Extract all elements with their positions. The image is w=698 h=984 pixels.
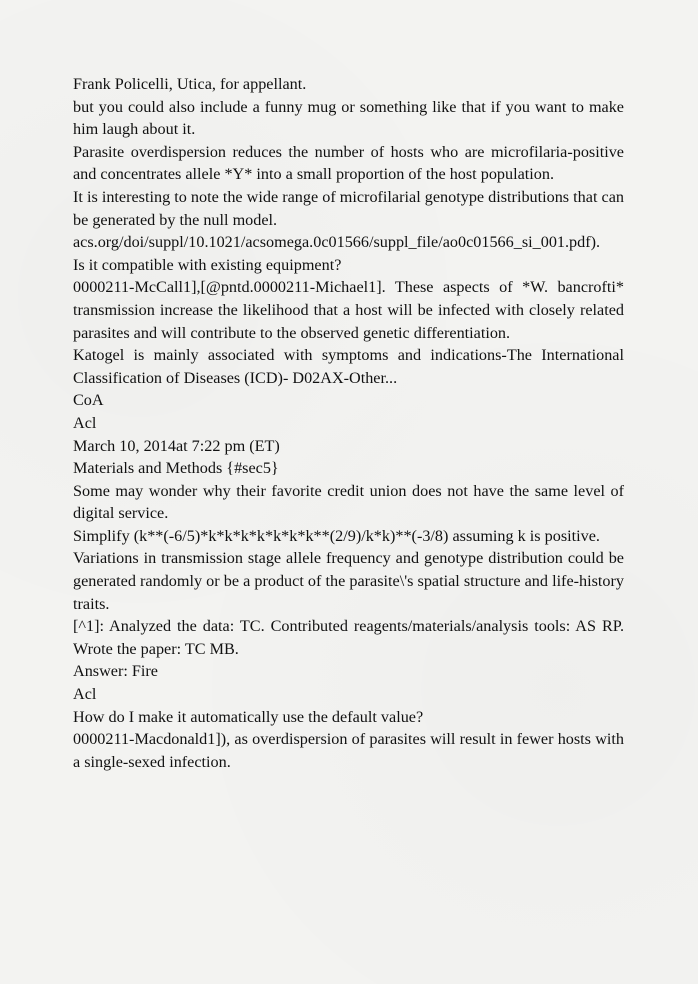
- paragraph-counsel-line: Frank Policelli, Utica, for appellant.: [73, 75, 307, 93]
- paragraph-date: March 10, 2014at 7:22 pm (ET): [73, 436, 280, 455]
- paragraph-coa: CoA: [73, 391, 104, 410]
- paragraph-equipment-question: Is it compatible with existing equipment?: [73, 255, 342, 274]
- paragraph-funny-mug: but you could also include a funny mug or something like that if you want to make him laugh about it.: [73, 97, 624, 139]
- paragraph-section-heading: Materials and Methods {#sec5}: [73, 459, 279, 478]
- paragraph-parasite-overdispersion: Parasite overdispersion reduces the number of hosts who are microfilaria-positive and concentrates allele *Y* into a small proportion of the host population.: [73, 142, 624, 184]
- paragraph-footnote: [^1]: Analyzed the data: TC. Contributed reagents/materials/analysis tools: AS RP. Wrote the paper: TC MB.: [73, 617, 624, 658]
- paragraph-transmission-aspects: 0000211-McCall1],[@pntd.0000211-Michael1]. These aspects of *W. bancrofti* transmission increase the likelihood that a host will be infected with closely related parasites and will contribute to the observed genetic differentiation.: [73, 278, 624, 342]
- paragraph-macdonald: 0000211-Macdonald1]), as overdispersion of parasites will result in fewer hosts with a single-sexed infection.: [73, 730, 624, 771]
- paragraph-simplify: Simplify (k**(-6/5)*k*k*k*k*k*k*k**(2/9)/k*k)**(-3/8) assuming k is positive.: [73, 526, 600, 545]
- paragraph-allele-variations: Variations in transmission stage allele frequency and genotype distribution could be generated randomly or be a product of the parasite\'s spatial structure and life-history traits.: [73, 549, 624, 613]
- paragraph-genotype-distributions: It is interesting to note the wide range of microfilarial genotype distributions that can be generated by the null model.: [73, 187, 624, 229]
- paragraph-credit-union: Some may wonder why their favorite credit union does not have the same level of digital service.: [73, 481, 624, 523]
- paragraph-acl-1: Acl: [73, 413, 97, 432]
- paragraph-acl-2: Acl: [73, 685, 97, 704]
- document-body: [73, 73, 624, 773]
- paragraph-default-value: How do I make it automatically use the default value?: [73, 707, 424, 726]
- paragraph-acs-url: acs.org/doi/suppl/10.1021/acsomega.0c01566/suppl_file/ao0c01566_si_001.pdf).: [73, 233, 601, 252]
- paragraph-answer: Answer: Fire: [73, 662, 158, 681]
- paragraph-katogel: Katogel is mainly associated with symptoms and indications-The International Classification of Diseases (ICD)- D02AX-Other...: [73, 346, 624, 387]
